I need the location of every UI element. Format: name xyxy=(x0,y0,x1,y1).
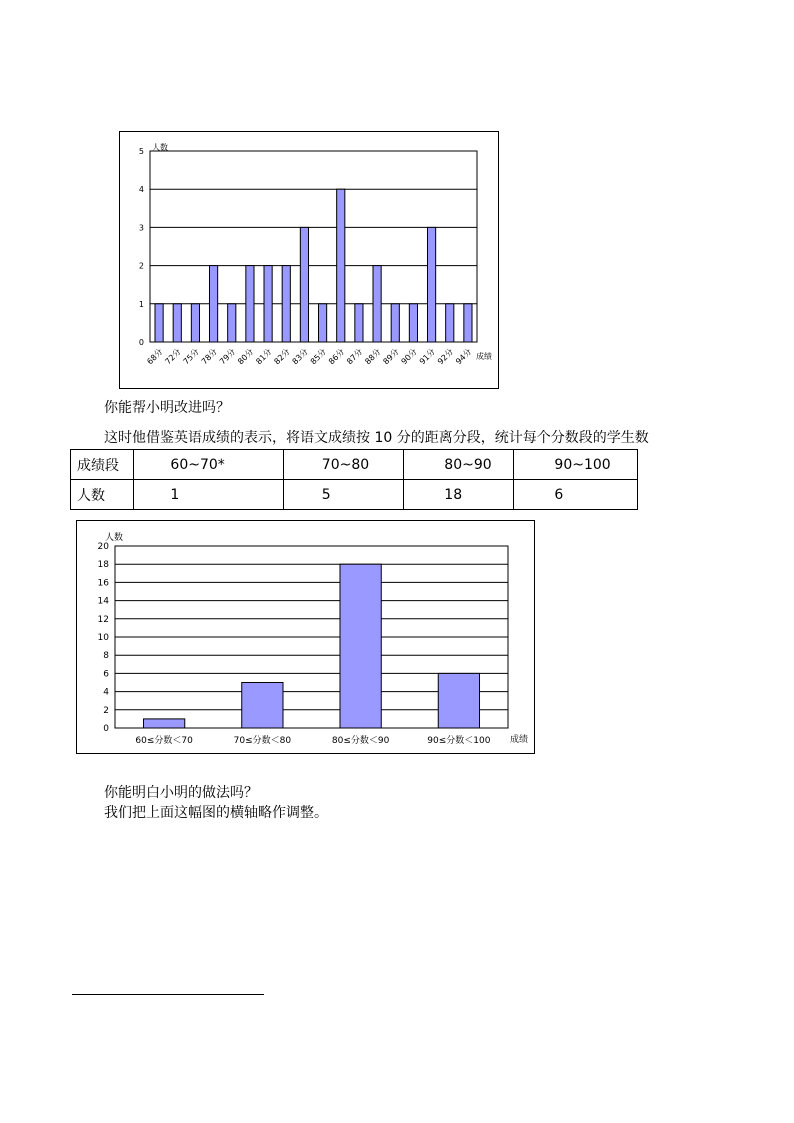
x-tick-label: 81分 xyxy=(254,347,274,367)
chart1-svg xyxy=(120,132,500,390)
table-cell: 成绩段 xyxy=(71,450,134,480)
bar xyxy=(300,227,308,342)
x-tick-label: 80分 xyxy=(236,347,256,367)
x-tick-label: 70≤分数＜80 xyxy=(233,736,292,746)
bar xyxy=(409,304,417,342)
y-tick-label: 8 xyxy=(103,651,109,662)
x-tick-label: 83分 xyxy=(290,347,310,367)
paragraph-1: 这时他借鉴英语成绩的表示，将语文成绩按 10 分的距离分段，统计每个分数段的学生数 xyxy=(104,430,649,446)
x-tick-label: 91分 xyxy=(417,347,437,367)
table-cell: 5 xyxy=(283,480,404,510)
question-2: 你能明白小明的做法吗？ xyxy=(104,785,258,801)
y-tick-label: 3 xyxy=(138,223,144,233)
y-tick-label: 2 xyxy=(103,705,109,716)
x-tick-label: 72分 xyxy=(163,347,183,367)
bar xyxy=(282,266,290,342)
table-cell: 80~90 xyxy=(404,450,514,480)
y-tick-label: 5 xyxy=(138,147,144,156)
bar xyxy=(246,266,254,342)
bar xyxy=(446,304,454,342)
bar xyxy=(391,304,399,342)
y-tick-label: 0 xyxy=(103,724,109,734)
x-tick-label: 82分 xyxy=(272,347,292,367)
x-tick-label: 85分 xyxy=(308,347,328,367)
table-cell: 70~80 xyxy=(283,450,404,480)
table-row xyxy=(71,480,638,510)
y-tick-label: 20 xyxy=(97,542,109,552)
y-axis-label: 人数 xyxy=(152,143,168,152)
table-row xyxy=(71,450,638,480)
y-tick-label: 0 xyxy=(138,338,144,347)
y-axis-label: 人数 xyxy=(105,533,124,543)
y-tick-label: 6 xyxy=(103,669,109,680)
x-tick-label: 86分 xyxy=(326,347,347,367)
bar xyxy=(228,304,236,342)
table-cell: 90~100 xyxy=(514,450,638,480)
x-tick-label: 90分 xyxy=(399,347,419,367)
score-table xyxy=(70,449,638,510)
bar xyxy=(355,304,363,342)
bar xyxy=(155,304,163,342)
x-tick-label: 80≤分数＜90 xyxy=(331,736,390,746)
bar xyxy=(143,719,184,728)
x-tick-label: 90≤分数＜100 xyxy=(427,736,491,746)
x-axis-label: 成绩 xyxy=(476,352,492,361)
table-cell: 6 xyxy=(514,480,638,510)
grouped-score-chart xyxy=(76,520,535,754)
x-tick-label: 75分 xyxy=(181,347,201,367)
y-tick-label: 4 xyxy=(103,687,109,698)
x-tick-label: 94分 xyxy=(454,347,474,367)
bar xyxy=(209,266,217,342)
y-tick-label: 12 xyxy=(97,614,109,625)
bar xyxy=(242,683,283,729)
chart2-svg xyxy=(77,521,536,755)
y-tick-label: 18 xyxy=(97,560,109,571)
bar xyxy=(337,189,345,342)
x-tick-label: 68分 xyxy=(145,347,165,367)
bar xyxy=(173,304,181,342)
question-1: 你能帮小明改进吗？ xyxy=(104,400,230,416)
y-tick-label: 14 xyxy=(97,596,109,607)
bar xyxy=(318,304,326,342)
bar xyxy=(373,266,381,342)
x-tick-label: 87分 xyxy=(345,347,365,367)
x-axis-label: 成绩 xyxy=(510,735,529,745)
y-tick-label: 4 xyxy=(138,185,144,195)
y-tick-label: 2 xyxy=(138,261,144,271)
bar xyxy=(427,227,435,342)
table-cell: 人数 xyxy=(71,480,134,510)
bar xyxy=(340,564,381,728)
y-tick-label: 1 xyxy=(138,299,144,309)
bar xyxy=(264,266,272,342)
score-distribution-chart xyxy=(119,131,499,389)
bar xyxy=(191,304,199,342)
table-cell: 60~70* xyxy=(134,450,283,480)
footnote-rule xyxy=(72,994,264,995)
paragraph-2: 我们把上面这幅图的横轴略作调整。 xyxy=(104,805,328,821)
bar xyxy=(438,673,479,728)
x-tick-label: 78分 xyxy=(199,347,219,367)
x-tick-label: 89分 xyxy=(381,347,401,367)
y-tick-label: 10 xyxy=(97,633,109,643)
x-tick-label: 79分 xyxy=(217,347,238,367)
x-tick-label: 92分 xyxy=(435,347,456,367)
x-tick-label: 60≤分数＜70 xyxy=(135,736,193,746)
x-tick-label: 88分 xyxy=(363,347,383,367)
bar xyxy=(464,304,472,342)
y-tick-label: 16 xyxy=(97,578,109,589)
table-cell: 1 xyxy=(134,480,283,510)
table-cell: 18 xyxy=(404,480,514,510)
